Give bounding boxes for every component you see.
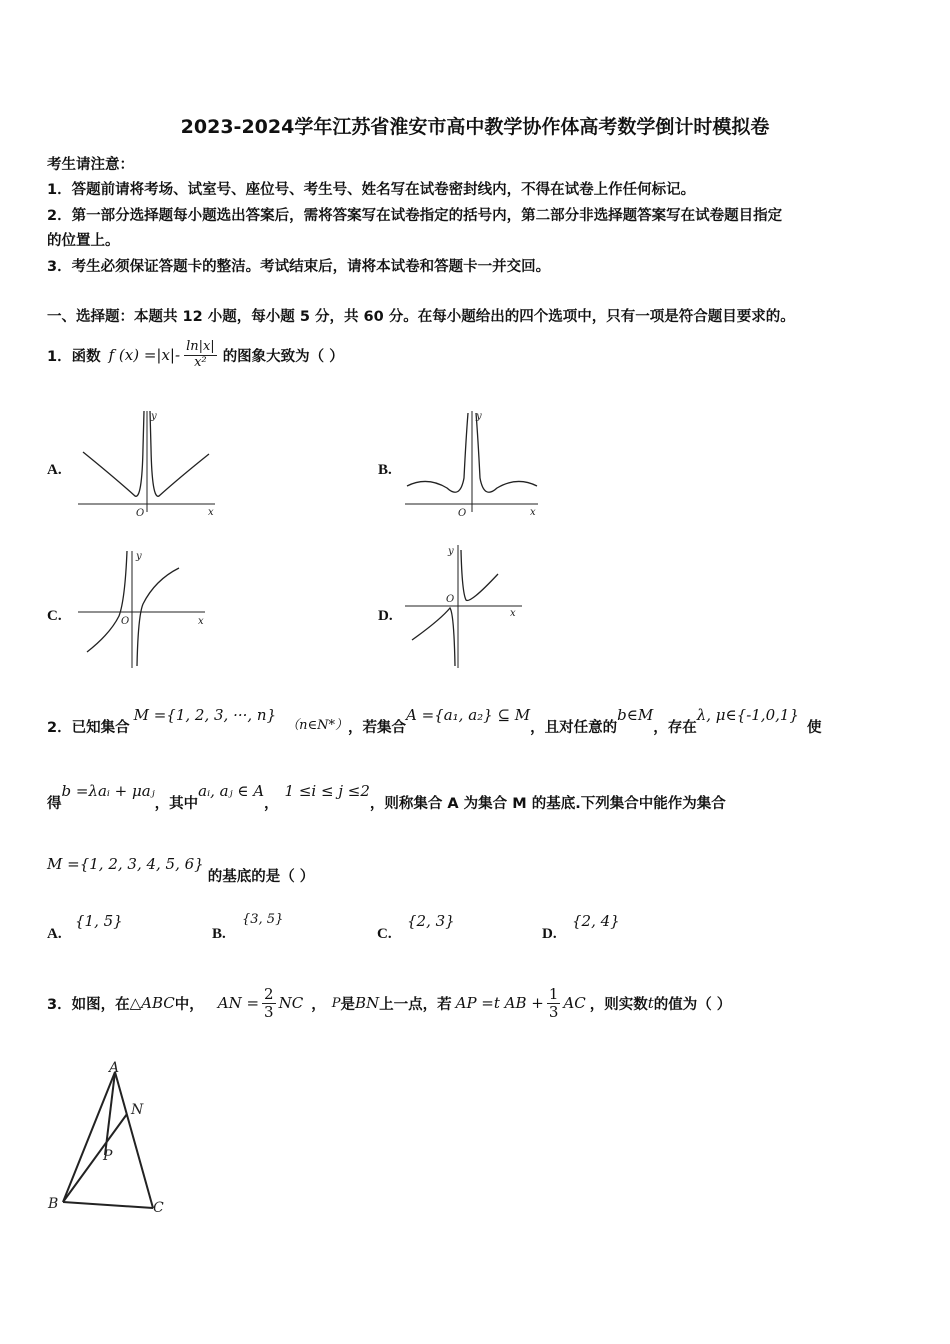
q2-option-c-value: {2, 3} xyxy=(407,912,455,930)
q2-set-m6: M ={1, 2, 3, 4, 5, 6} xyxy=(47,855,204,873)
q1-func-lhs: f (x) =|x|- xyxy=(108,346,181,364)
q2-b-in-m: b∈M xyxy=(617,706,654,724)
q1-option-c-graph xyxy=(75,548,210,670)
origin-label: O xyxy=(121,616,130,627)
q2-set-m: M ={1, 2, 3, ···, n} xyxy=(133,706,277,724)
q1-prefix: 1．函数 xyxy=(47,348,101,365)
q1-option-a-label: A. xyxy=(47,462,62,478)
q3-an-fraction xyxy=(262,986,276,1020)
q2-line2-prefix: 得 xyxy=(47,796,62,812)
q2-mid2: ，且对任意的 xyxy=(530,720,618,736)
q2-mid1: ，若集合 xyxy=(348,720,406,736)
point-p-label: P xyxy=(103,1148,113,1164)
q2-line2-suffix: ，则称集合 A 为集合 M 的基底.下列集合中能作为集合 xyxy=(369,796,726,812)
x-label: x xyxy=(208,507,214,518)
q1-option-d-graph xyxy=(402,542,527,670)
x-label: x xyxy=(198,616,204,627)
curve-left xyxy=(412,608,455,666)
q2-option-b-value: {3, 5} xyxy=(242,912,284,927)
q3-an-den: 3 xyxy=(264,1002,274,1021)
x-label: x xyxy=(510,608,516,619)
q3-ap-num: 1 xyxy=(548,985,559,1003)
q3-suffix-a: ，则实数 xyxy=(589,996,648,1013)
q3-t: t xyxy=(647,994,654,1012)
q2-ai-aj: aᵢ, aⱼ ∈ A xyxy=(198,782,265,800)
q2-option-d-value: {2, 4} xyxy=(572,912,620,930)
q1-option-b-label: B. xyxy=(378,462,392,478)
q3-mid2: ， xyxy=(311,996,326,1013)
curve-left xyxy=(407,413,468,492)
q2-mid4: 使 xyxy=(806,720,822,736)
q1-suffix: 的图象大致为（ ） xyxy=(222,348,344,365)
q3-ap-rhs: AC xyxy=(563,994,586,1012)
q2-line3-suffix: 的基底的是（ ） xyxy=(207,869,315,885)
question-1 xyxy=(47,330,344,380)
notice-item-3: 3．考生必须保证答题卡的整洁。考试结束后，请将本试卷和答题卡一并交回。 xyxy=(47,259,551,275)
notice-item-1: 1．答题前请将考场、试室号、座位号、考生号、姓名写在试卷密封线内，不得在试卷上作任何标记。 xyxy=(47,182,696,198)
q3-an-rhs: NC xyxy=(278,994,304,1012)
segment-bn xyxy=(63,1114,127,1202)
q2-option-a-label: A. xyxy=(47,926,62,942)
q2-option-b-label: B. xyxy=(212,926,226,942)
q2-mid5: ，其中 xyxy=(154,796,199,812)
q1-func-num: ln|x| xyxy=(186,339,215,355)
q2-lambda-mu: λ, μ∈{-1,0,1} xyxy=(696,706,799,724)
q3-mid1: 中， xyxy=(174,996,204,1013)
side-ac xyxy=(115,1072,153,1208)
q1-option-b-graph xyxy=(402,408,542,520)
question-2-line-3 xyxy=(47,855,314,886)
q1-option-d-label: D. xyxy=(378,608,393,624)
q3-bn: BN xyxy=(354,994,380,1012)
q3-an-num: 2 xyxy=(264,985,274,1003)
point-n-label: N xyxy=(131,1102,144,1118)
y-label: y xyxy=(448,546,454,557)
question-2-line-1 xyxy=(47,706,821,737)
curve-left xyxy=(83,411,144,496)
page-title: 2023-2024学年江苏省淮安市高中教学协作体高考数学倒计时模拟卷 xyxy=(180,116,770,138)
q2-mid3: ，存在 xyxy=(653,720,697,736)
q3-ap-den: 3 xyxy=(548,1002,559,1021)
notice-heading: 考生请注意： xyxy=(47,157,134,173)
vertex-a-label: A xyxy=(109,1060,120,1076)
curve-right xyxy=(137,568,179,666)
q2-option-a-value: {1, 5} xyxy=(75,912,123,930)
curve-left xyxy=(87,551,130,652)
origin-label: O xyxy=(136,508,145,519)
notice-item-2: 2．第一部分选择题每小题选出答案后，需将答案写在试卷指定的括号内，第二部分非选择题答案写在试卷题目指定 xyxy=(47,208,783,224)
q3-prefix: 3．如图，在 xyxy=(47,996,130,1013)
y-label: y xyxy=(476,411,482,422)
q3-mid4: 上一点，若 xyxy=(379,996,452,1013)
curve-right xyxy=(150,411,209,496)
q2-b-eq: b =λaᵢ + μaⱼ xyxy=(61,782,155,800)
q3-triangle-figure xyxy=(45,1060,180,1220)
question-2-line-2 xyxy=(47,782,726,813)
side-bc xyxy=(63,1202,153,1208)
curve-right xyxy=(476,413,537,492)
section-heading: 一、选择题：本题共 12 小题，每小题 5 分，共 60 分。在每小题给出的四个选项中，只有一项是符合题目要求的。 xyxy=(47,309,795,325)
q2-option-d-label: D. xyxy=(542,926,557,942)
q2-prefix: 2．已知集合 xyxy=(47,720,130,736)
q2-range: 1 ≤i ≤ j ≤2 xyxy=(284,782,370,800)
q1-option-c-label: C. xyxy=(47,608,62,624)
q3-suffix-b: 的值为（ ） xyxy=(653,996,732,1013)
question-3 xyxy=(47,968,731,1038)
y-label: y xyxy=(136,551,142,562)
origin-label: O xyxy=(446,594,455,605)
q3-an-lhs: AN = xyxy=(217,994,260,1012)
x-label: x xyxy=(530,507,536,518)
q3-mid3: 是 xyxy=(340,996,355,1013)
q1-func-fraction xyxy=(184,340,217,370)
q3-ap-lhs: AP =t AB + xyxy=(455,994,544,1012)
q1-func-den: x² xyxy=(194,354,207,370)
q3-ap-fraction xyxy=(547,986,561,1020)
q2-mid6: ， xyxy=(264,796,279,812)
vertex-c-label: C xyxy=(153,1200,164,1216)
q2-option-c-label: C. xyxy=(377,926,392,942)
vertex-b-label: B xyxy=(48,1196,59,1212)
origin-label: O xyxy=(458,508,467,519)
y-label: y xyxy=(151,411,157,422)
q3-triangle: △ABC xyxy=(129,994,175,1012)
curve-right xyxy=(461,550,498,600)
notice-item-2-cont: 的位置上。 xyxy=(47,233,120,249)
q1-option-a-graph xyxy=(75,408,220,520)
q2-set-a: A ={a₁, a₂} ⊆ M xyxy=(406,706,531,724)
q3-p: P xyxy=(331,995,341,1011)
q2-cond-n: （n∈N*） xyxy=(286,718,348,733)
